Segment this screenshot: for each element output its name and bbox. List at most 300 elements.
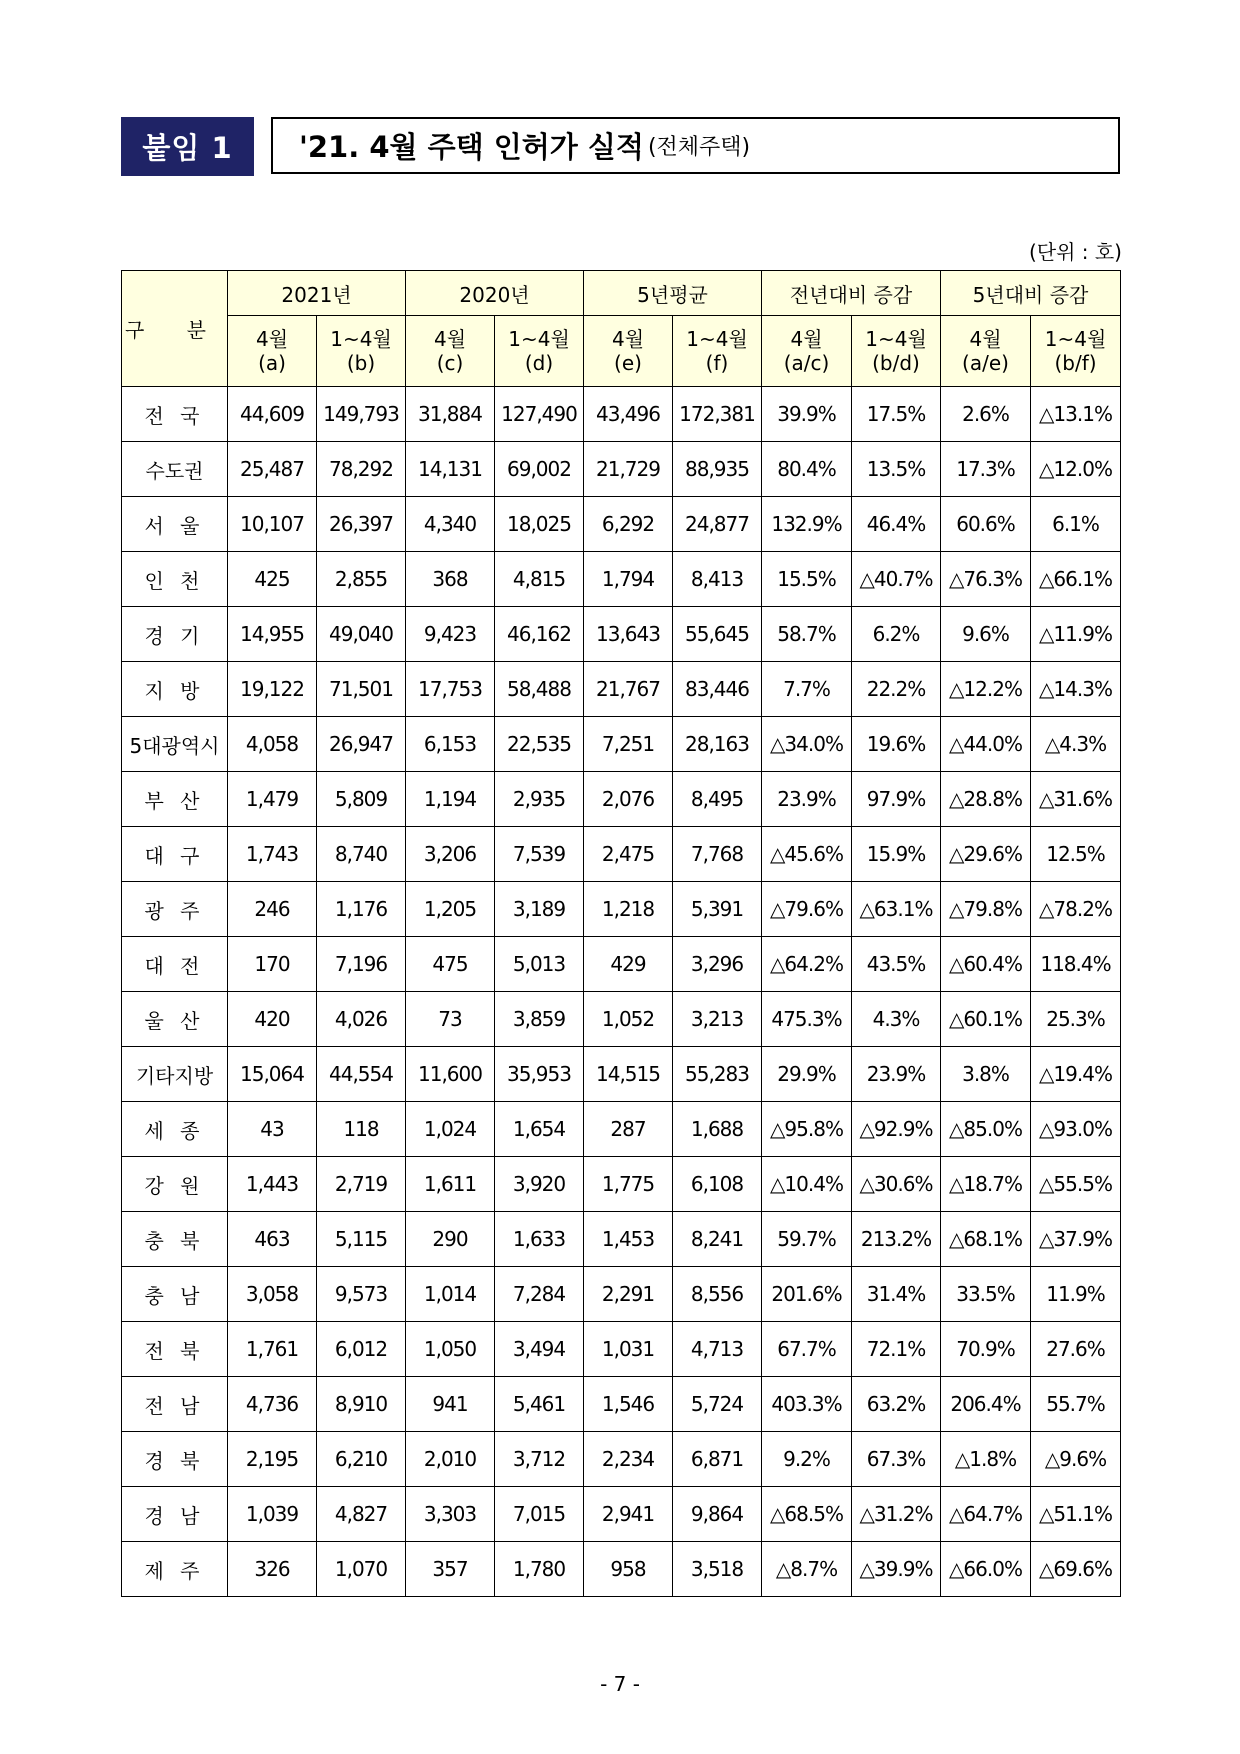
table-row <box>122 827 1121 882</box>
table-cell: 69,002 <box>495 442 584 497</box>
table-cell: 59.7% <box>762 1212 852 1267</box>
table-cell: 213.2% <box>852 1212 941 1267</box>
table-cell: 49,040 <box>317 607 406 662</box>
table-row <box>122 1047 1121 1102</box>
table-cell: 4,815 <box>495 552 584 607</box>
table-row <box>122 937 1121 992</box>
table-cell: △9.6% <box>1031 1432 1121 1487</box>
table-cell: 7,196 <box>317 937 406 992</box>
table-cell: 3,712 <box>495 1432 584 1487</box>
header-sub-code: (a) <box>258 351 286 375</box>
header-sub <box>852 316 941 387</box>
header-group: 5년대비 증감 <box>941 271 1121 316</box>
header-sub-period: 1~4월 <box>508 327 570 351</box>
table-cell: 3,189 <box>495 882 584 937</box>
region-label: 충 남 <box>122 1267 228 1322</box>
header-sub-code: (d) <box>524 351 554 375</box>
table-row <box>122 1157 1121 1212</box>
table-cell: 5,461 <box>495 1377 584 1432</box>
header-group: 2021년 <box>228 271 406 316</box>
table-cell: 2,719 <box>317 1157 406 1212</box>
header-sub <box>228 316 317 387</box>
table-cell: 15.5% <box>762 552 852 607</box>
table-cell: 2.6% <box>941 387 1031 442</box>
table-cell: △45.6% <box>762 827 852 882</box>
table-cell: 1,031 <box>584 1322 673 1377</box>
table-cell: △31.6% <box>1031 772 1121 827</box>
table-cell: 2,076 <box>584 772 673 827</box>
table-cell: 3.8% <box>941 1047 1031 1102</box>
table-cell: 941 <box>406 1377 495 1432</box>
table-row <box>122 552 1121 607</box>
table-cell: 12.5% <box>1031 827 1121 882</box>
table-cell: 1,611 <box>406 1157 495 1212</box>
table-cell: 4.3% <box>852 992 941 1047</box>
table-cell: 9,423 <box>406 607 495 662</box>
unit-label: (단위 : 호) <box>1028 240 1122 264</box>
table-cell: △95.8% <box>762 1102 852 1157</box>
table-cell: 1,050 <box>406 1322 495 1377</box>
table-cell: 15,064 <box>228 1047 317 1102</box>
table-cell: 2,195 <box>228 1432 317 1487</box>
table-row <box>122 1487 1121 1542</box>
table-cell: 31.4% <box>852 1267 941 1322</box>
table-cell: 206.4% <box>941 1377 1031 1432</box>
table-cell: 17.3% <box>941 442 1031 497</box>
table-cell: 33.5% <box>941 1267 1031 1322</box>
table-cell: 1,654 <box>495 1102 584 1157</box>
table-cell: 8,740 <box>317 827 406 882</box>
table-cell: 6,210 <box>317 1432 406 1487</box>
table-cell: 2,010 <box>406 1432 495 1487</box>
table-cell: △93.0% <box>1031 1102 1121 1157</box>
table-cell: 1,794 <box>584 552 673 607</box>
header-corner: 구 분 <box>122 271 228 387</box>
table-cell: 22.2% <box>852 662 941 717</box>
table-cell: 170 <box>228 937 317 992</box>
table-cell: △18.7% <box>941 1157 1031 1212</box>
table-cell: △14.3% <box>1031 662 1121 717</box>
table-cell: 14,955 <box>228 607 317 662</box>
header-sub-code: (b/d) <box>872 351 920 375</box>
region-label: 전 국 <box>122 387 228 442</box>
table-cell: 58.7% <box>762 607 852 662</box>
table-row <box>122 387 1121 442</box>
table-cell: 3,494 <box>495 1322 584 1377</box>
region-label: 전 북 <box>122 1322 228 1377</box>
table-cell: 3,296 <box>673 937 762 992</box>
table-cell: 24,877 <box>673 497 762 552</box>
table-cell: 3,303 <box>406 1487 495 1542</box>
table-cell: 19.6% <box>852 717 941 772</box>
table-cell: 1,688 <box>673 1102 762 1157</box>
table-cell: 43,496 <box>584 387 673 442</box>
header-sub-code: (e) <box>614 351 642 375</box>
table-cell: 4,736 <box>228 1377 317 1432</box>
table-cell: △30.6% <box>852 1157 941 1212</box>
table-cell: △10.4% <box>762 1157 852 1212</box>
table-cell: 6,012 <box>317 1322 406 1377</box>
header-sub-period: 1~4월 <box>1044 327 1107 351</box>
table-cell: 1,453 <box>584 1212 673 1267</box>
permit-table <box>121 270 1121 1597</box>
region-label: 수도권 <box>122 442 228 497</box>
region-label: 광 주 <box>122 882 228 937</box>
table-row <box>122 992 1121 1047</box>
table-cell: 43.5% <box>852 937 941 992</box>
table-cell: 7,768 <box>673 827 762 882</box>
table-cell: 3,206 <box>406 827 495 882</box>
table-cell: 88,935 <box>673 442 762 497</box>
table-cell: 15.9% <box>852 827 941 882</box>
table-cell: △12.2% <box>941 662 1031 717</box>
table-row <box>122 772 1121 827</box>
table-cell: 6,153 <box>406 717 495 772</box>
table-cell: △12.0% <box>1031 442 1121 497</box>
table-cell: 9.2% <box>762 1432 852 1487</box>
table-row <box>122 442 1121 497</box>
table-cell: 1,479 <box>228 772 317 827</box>
table-cell: 21,767 <box>584 662 673 717</box>
table-cell: 6,871 <box>673 1432 762 1487</box>
region-label: 지 방 <box>122 662 228 717</box>
table-cell: 1,761 <box>228 1322 317 1377</box>
region-label: 세 종 <box>122 1102 228 1157</box>
region-label: 경 북 <box>122 1432 228 1487</box>
table-cell: 3,518 <box>673 1542 762 1597</box>
table-cell: 1,633 <box>495 1212 584 1267</box>
table-cell: 5,724 <box>673 1377 762 1432</box>
table-row <box>122 1267 1121 1322</box>
table-cell: 25.3% <box>1031 992 1121 1047</box>
table-cell: 357 <box>406 1542 495 1597</box>
table-cell: 1,039 <box>228 1487 317 1542</box>
table-cell: 9.6% <box>941 607 1031 662</box>
table-cell: 1,205 <box>406 882 495 937</box>
table-cell: 26,947 <box>317 717 406 772</box>
table-cell: 172,381 <box>673 387 762 442</box>
header-sub-period: 1~4월 <box>865 327 927 351</box>
table-cell: 73 <box>406 992 495 1047</box>
table-cell: 4,026 <box>317 992 406 1047</box>
header-sub-period: 4월 <box>790 327 823 351</box>
table-cell: 8,241 <box>673 1212 762 1267</box>
region-label: 기타지방 <box>122 1047 228 1102</box>
header-group: 전년대비 증감 <box>762 271 941 316</box>
table-cell: 201.6% <box>762 1267 852 1322</box>
table-cell: 127,490 <box>495 387 584 442</box>
header-sub-period: 4월 <box>255 327 289 351</box>
table-cell: 7,015 <box>495 1487 584 1542</box>
table-cell: 290 <box>406 1212 495 1267</box>
table-cell: △11.9% <box>1031 607 1121 662</box>
table-cell: △64.2% <box>762 937 852 992</box>
table-row <box>122 717 1121 772</box>
table-cell: 71,501 <box>317 662 406 717</box>
table-cell: 463 <box>228 1212 317 1267</box>
table-cell: 21,729 <box>584 442 673 497</box>
table-cell: △13.1% <box>1031 387 1121 442</box>
table-cell: 2,291 <box>584 1267 673 1322</box>
table-row <box>122 882 1121 937</box>
table-row <box>122 497 1121 552</box>
table-row <box>122 1542 1121 1597</box>
table-cell: △8.7% <box>762 1542 852 1597</box>
table-cell: 8,413 <box>673 552 762 607</box>
table-cell: 17,753 <box>406 662 495 717</box>
region-label: 부 산 <box>122 772 228 827</box>
table-cell: 39.9% <box>762 387 852 442</box>
table-cell: △78.2% <box>1031 882 1121 937</box>
table-cell: 4,058 <box>228 717 317 772</box>
page-subtitle: (전체주택) <box>647 135 751 160</box>
table-cell: 9,573 <box>317 1267 406 1322</box>
header-sub <box>495 316 584 387</box>
table-cell: 3,920 <box>495 1157 584 1212</box>
table-cell: 14,515 <box>584 1047 673 1102</box>
region-label: 인 천 <box>122 552 228 607</box>
table-cell: 475.3% <box>762 992 852 1047</box>
region-label: 5대광역시 <box>122 717 228 772</box>
table-cell: 2,935 <box>495 772 584 827</box>
table-cell: △76.3% <box>941 552 1031 607</box>
header-sub-code: (f) <box>705 351 729 375</box>
table-cell: 6.1% <box>1031 497 1121 552</box>
table-cell: 8,495 <box>673 772 762 827</box>
header-sub <box>1031 316 1121 387</box>
table-cell: 7,284 <box>495 1267 584 1322</box>
region-label: 전 남 <box>122 1377 228 1432</box>
table-cell: 11,600 <box>406 1047 495 1102</box>
table-cell: 5,013 <box>495 937 584 992</box>
table-cell: 5,391 <box>673 882 762 937</box>
region-label: 대 구 <box>122 827 228 882</box>
table-cell: 1,024 <box>406 1102 495 1157</box>
table-cell: 19,122 <box>228 662 317 717</box>
table-cell: 17.5% <box>852 387 941 442</box>
table-cell: 9,864 <box>673 1487 762 1542</box>
table-cell: 4,827 <box>317 1487 406 1542</box>
table-cell: △1.8% <box>941 1432 1031 1487</box>
table-cell: 13,643 <box>584 607 673 662</box>
table-cell: 1,176 <box>317 882 406 937</box>
table-cell: 55,645 <box>673 607 762 662</box>
header-sub-period: 4월 <box>433 327 467 351</box>
table-body <box>122 387 1121 1597</box>
table-cell: 3,213 <box>673 992 762 1047</box>
table-cell: 46.4% <box>852 497 941 552</box>
table-cell: 2,941 <box>584 1487 673 1542</box>
table-cell: △60.1% <box>941 992 1031 1047</box>
table-cell: △66.1% <box>1031 552 1121 607</box>
page-title: '21. 4월 주택 인허가 실적 <box>299 130 644 164</box>
table-cell: △31.2% <box>852 1487 941 1542</box>
table-cell: △64.7% <box>941 1487 1031 1542</box>
table-cell: 43 <box>228 1102 317 1157</box>
table-cell: 11.9% <box>1031 1267 1121 1322</box>
region-label: 강 원 <box>122 1157 228 1212</box>
header-sub <box>941 316 1031 387</box>
table-cell: 958 <box>584 1542 673 1597</box>
subheader-row <box>122 316 1121 387</box>
table-cell: △63.1% <box>852 882 941 937</box>
table-cell: 67.3% <box>852 1432 941 1487</box>
table-cell: 22,535 <box>495 717 584 772</box>
table-cell: 83,446 <box>673 662 762 717</box>
table-cell: 31,884 <box>406 387 495 442</box>
table-cell: 475 <box>406 937 495 992</box>
table-cell: △29.6% <box>941 827 1031 882</box>
table-cell: 1,546 <box>584 1377 673 1432</box>
table-cell: 326 <box>228 1542 317 1597</box>
header-sub <box>762 316 852 387</box>
table-cell: 7.7% <box>762 662 852 717</box>
table-cell: 8,556 <box>673 1267 762 1322</box>
table-cell: 403.3% <box>762 1377 852 1432</box>
table-cell: 23.9% <box>762 772 852 827</box>
table-cell: △55.5% <box>1031 1157 1121 1212</box>
table-cell: △4.3% <box>1031 717 1121 772</box>
header-group: 2020년 <box>406 271 584 316</box>
table-cell: 63.2% <box>852 1377 941 1432</box>
table-cell: 55.7% <box>1031 1377 1121 1432</box>
table-cell: 2,475 <box>584 827 673 882</box>
table-row <box>122 1377 1121 1432</box>
table-cell: △51.1% <box>1031 1487 1121 1542</box>
title-box <box>271 117 1120 174</box>
table-cell: 7,539 <box>495 827 584 882</box>
table-cell: △79.6% <box>762 882 852 937</box>
table-row <box>122 1212 1121 1267</box>
table-cell: △19.4% <box>1031 1047 1121 1102</box>
table-cell: △40.7% <box>852 552 941 607</box>
region-label: 충 북 <box>122 1212 228 1267</box>
table-cell: △68.5% <box>762 1487 852 1542</box>
table-cell: △60.4% <box>941 937 1031 992</box>
table-cell: 1,775 <box>584 1157 673 1212</box>
table-cell: △37.9% <box>1031 1212 1121 1267</box>
table-cell: △34.0% <box>762 717 852 772</box>
table-cell: 4,340 <box>406 497 495 552</box>
table-cell: 14,131 <box>406 442 495 497</box>
region-label: 대 전 <box>122 937 228 992</box>
header-sub <box>673 316 762 387</box>
header-sub-code: (c) <box>436 351 464 375</box>
table-cell: △68.1% <box>941 1212 1031 1267</box>
table-cell: 1,194 <box>406 772 495 827</box>
table-cell: 4,713 <box>673 1322 762 1377</box>
table-cell: 132.9% <box>762 497 852 552</box>
table-cell: 97.9% <box>852 772 941 827</box>
table-cell: 118.4% <box>1031 937 1121 992</box>
table-cell: 3,859 <box>495 992 584 1047</box>
table-cell: 44,554 <box>317 1047 406 1102</box>
region-label: 제 주 <box>122 1542 228 1597</box>
table-cell: 72.1% <box>852 1322 941 1377</box>
table-cell: 1,014 <box>406 1267 495 1322</box>
table-cell: △92.9% <box>852 1102 941 1157</box>
table-cell: △39.9% <box>852 1542 941 1597</box>
table-cell: 26,397 <box>317 497 406 552</box>
header-sub-period: 1~4월 <box>686 327 748 351</box>
table-cell: 35,953 <box>495 1047 584 1102</box>
header-sub <box>406 316 495 387</box>
table-cell: 55,283 <box>673 1047 762 1102</box>
title-row <box>121 117 1120 176</box>
header-sub <box>584 316 673 387</box>
table-cell: 6,108 <box>673 1157 762 1212</box>
table-cell: △69.6% <box>1031 1542 1121 1597</box>
table-cell: 5,115 <box>317 1212 406 1267</box>
table-cell: 368 <box>406 552 495 607</box>
region-label: 서 울 <box>122 497 228 552</box>
table-cell: 246 <box>228 882 317 937</box>
region-label: 경 남 <box>122 1487 228 1542</box>
header-sub <box>317 316 406 387</box>
table-cell: 60.6% <box>941 497 1031 552</box>
table-cell: 8,910 <box>317 1377 406 1432</box>
table-cell: 2,855 <box>317 552 406 607</box>
header-sub-code: (a/e) <box>962 351 1009 375</box>
table-cell: 7,251 <box>584 717 673 772</box>
table-cell: 13.5% <box>852 442 941 497</box>
table-cell: 23.9% <box>852 1047 941 1102</box>
table-cell: 1,052 <box>584 992 673 1047</box>
table-cell: 6.2% <box>852 607 941 662</box>
table-cell: 18,025 <box>495 497 584 552</box>
table-cell: 58,488 <box>495 662 584 717</box>
table-row <box>122 1102 1121 1157</box>
header-sub-period: 4월 <box>611 327 645 351</box>
table-cell: 1,218 <box>584 882 673 937</box>
table-cell: 5,809 <box>317 772 406 827</box>
table-cell: 46,162 <box>495 607 584 662</box>
header-sub-code: (a/c) <box>783 351 830 375</box>
table-cell: 67.7% <box>762 1322 852 1377</box>
table-cell: △85.0% <box>941 1102 1031 1157</box>
table-cell: 3,058 <box>228 1267 317 1322</box>
header-sub-period: 4월 <box>969 327 1002 351</box>
table-cell: 287 <box>584 1102 673 1157</box>
table-cell: 420 <box>228 992 317 1047</box>
table-cell: 25,487 <box>228 442 317 497</box>
table-cell: 1,443 <box>228 1157 317 1212</box>
table-cell: 1,743 <box>228 827 317 882</box>
table-cell: 78,292 <box>317 442 406 497</box>
region-label: 울 산 <box>122 992 228 1047</box>
table-cell: 1,070 <box>317 1542 406 1597</box>
attachment-tag: 붙임 1 <box>121 117 254 176</box>
table-cell: 10,107 <box>228 497 317 552</box>
table-cell: 44,609 <box>228 387 317 442</box>
table-cell: 80.4% <box>762 442 852 497</box>
table-cell: △44.0% <box>941 717 1031 772</box>
page-number: - 7 - <box>600 1672 640 1696</box>
table-cell: 429 <box>584 937 673 992</box>
table-row <box>122 607 1121 662</box>
table-cell: △79.8% <box>941 882 1031 937</box>
header-group: 5년평균 <box>584 271 762 316</box>
table-cell: 27.6% <box>1031 1322 1121 1377</box>
table-cell: 70.9% <box>941 1322 1031 1377</box>
table-cell: 2,234 <box>584 1432 673 1487</box>
table-cell: △28.8% <box>941 772 1031 827</box>
header-sub-code: (b) <box>346 351 376 375</box>
table-row <box>122 1432 1121 1487</box>
table-cell: 149,793 <box>317 387 406 442</box>
table-cell: 29.9% <box>762 1047 852 1102</box>
table-cell: 1,780 <box>495 1542 584 1597</box>
